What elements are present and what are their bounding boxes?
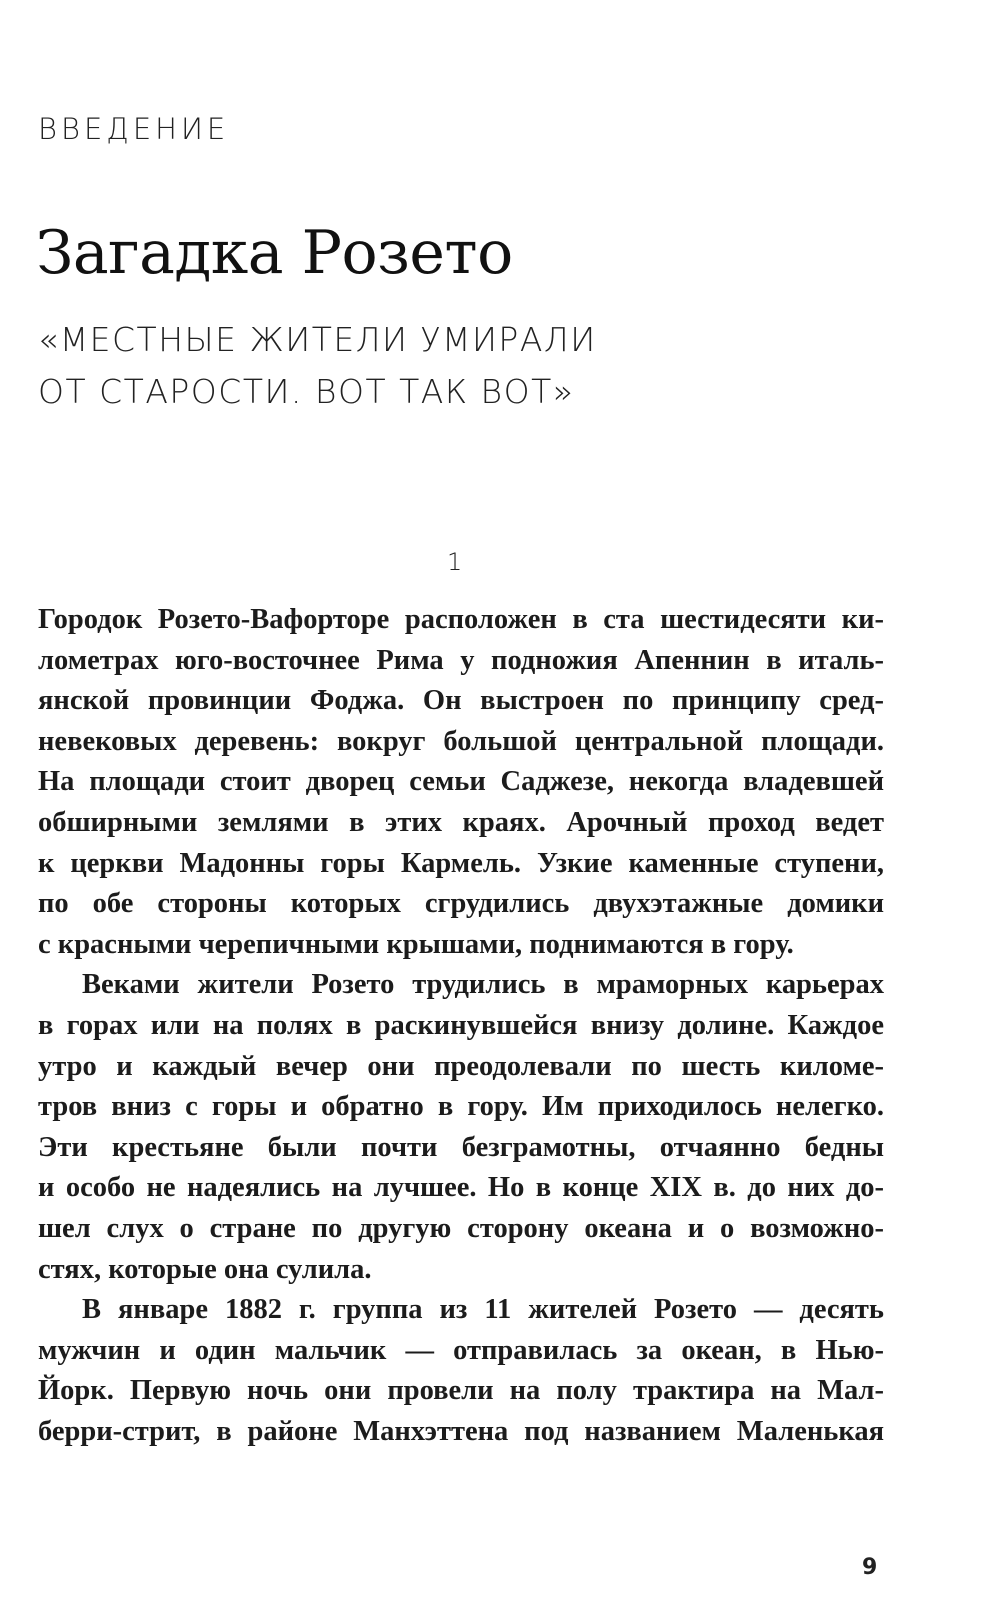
text-line: лометрах юго-восточнее Рима у подножия Апеннин в италь-: [38, 644, 884, 676]
body-text: [38, 600, 884, 1452]
text-line: обширными землями в этих краях. Арочный проход ведет: [38, 806, 884, 838]
text-line: мужчин и один мальчик — отправилась за океан, в Нью-: [38, 1334, 884, 1366]
paragraph: [38, 965, 884, 1290]
section-number: 1: [447, 548, 463, 576]
epigraph: [38, 314, 758, 418]
text-line: янской провинции Фоджа. Он выстроен по принципу сред-: [38, 685, 884, 717]
page-number: 9: [862, 1555, 878, 1580]
text-line: невековых деревень: вокруг большой центральной площади.: [38, 725, 884, 757]
text-line: и особо не надеялись на лучшее. Но в конце XIX в. до них до-: [38, 1172, 884, 1204]
epigraph-line: «МЕСТНЫЕ ЖИТЕЛИ УМИРАЛИ: [38, 320, 597, 359]
chapter-label: ВВЕДЕНИЕ: [38, 112, 230, 146]
epigraph-line: ОТ СТАРОСТИ. ВОТ ТАК ВОТ»: [38, 372, 575, 411]
text-line: в горах или на полях в раскинувшейся внизу долине. Каждое: [38, 1009, 884, 1041]
text-line: Веками жители Розето трудились в мраморных карьерах: [82, 969, 884, 1001]
text-line: Городок Розето-Вафорторе расположен в ста шестидесяти ки-: [38, 604, 884, 635]
text-line: На площади стоит дворец семьи Саджезе, некогда владевшей: [38, 766, 884, 798]
text-line: с красными черепичными крышами, поднимаются в гору.: [38, 928, 794, 960]
text-line: к церкви Мадонны горы Кармель. Узкие каменные ступени,: [38, 847, 884, 879]
text-line: Йорк. Первую ночь они провели на полу трактира на Мал-: [38, 1375, 884, 1407]
chapter-title: Загадка Розето: [36, 218, 513, 288]
text-line: берри-стрит, в районе Манхэттена под названием Маленькая: [38, 1415, 884, 1447]
text-line: тров вниз с горы и обратно в гору. Им приходилось нелегко.: [38, 1091, 884, 1123]
text-line: Эти крестьяне были почти безграмотны, отчаянно бедны: [38, 1131, 884, 1163]
paragraph: [38, 600, 884, 965]
text-line: стях, которые она сулила.: [38, 1253, 372, 1285]
text-line: по обе стороны которых сгрудились двухэтажные домики: [38, 888, 884, 920]
text-line: утро и каждый вечер они преодолевали по шесть киломе-: [38, 1050, 884, 1082]
paragraph: [38, 1290, 884, 1452]
text-line: В январе 1882 г. группа из 11 жителей Розето — десять: [82, 1294, 884, 1326]
text-line: шел слух о стране по другую сторону океана и о возможно-: [38, 1212, 884, 1244]
